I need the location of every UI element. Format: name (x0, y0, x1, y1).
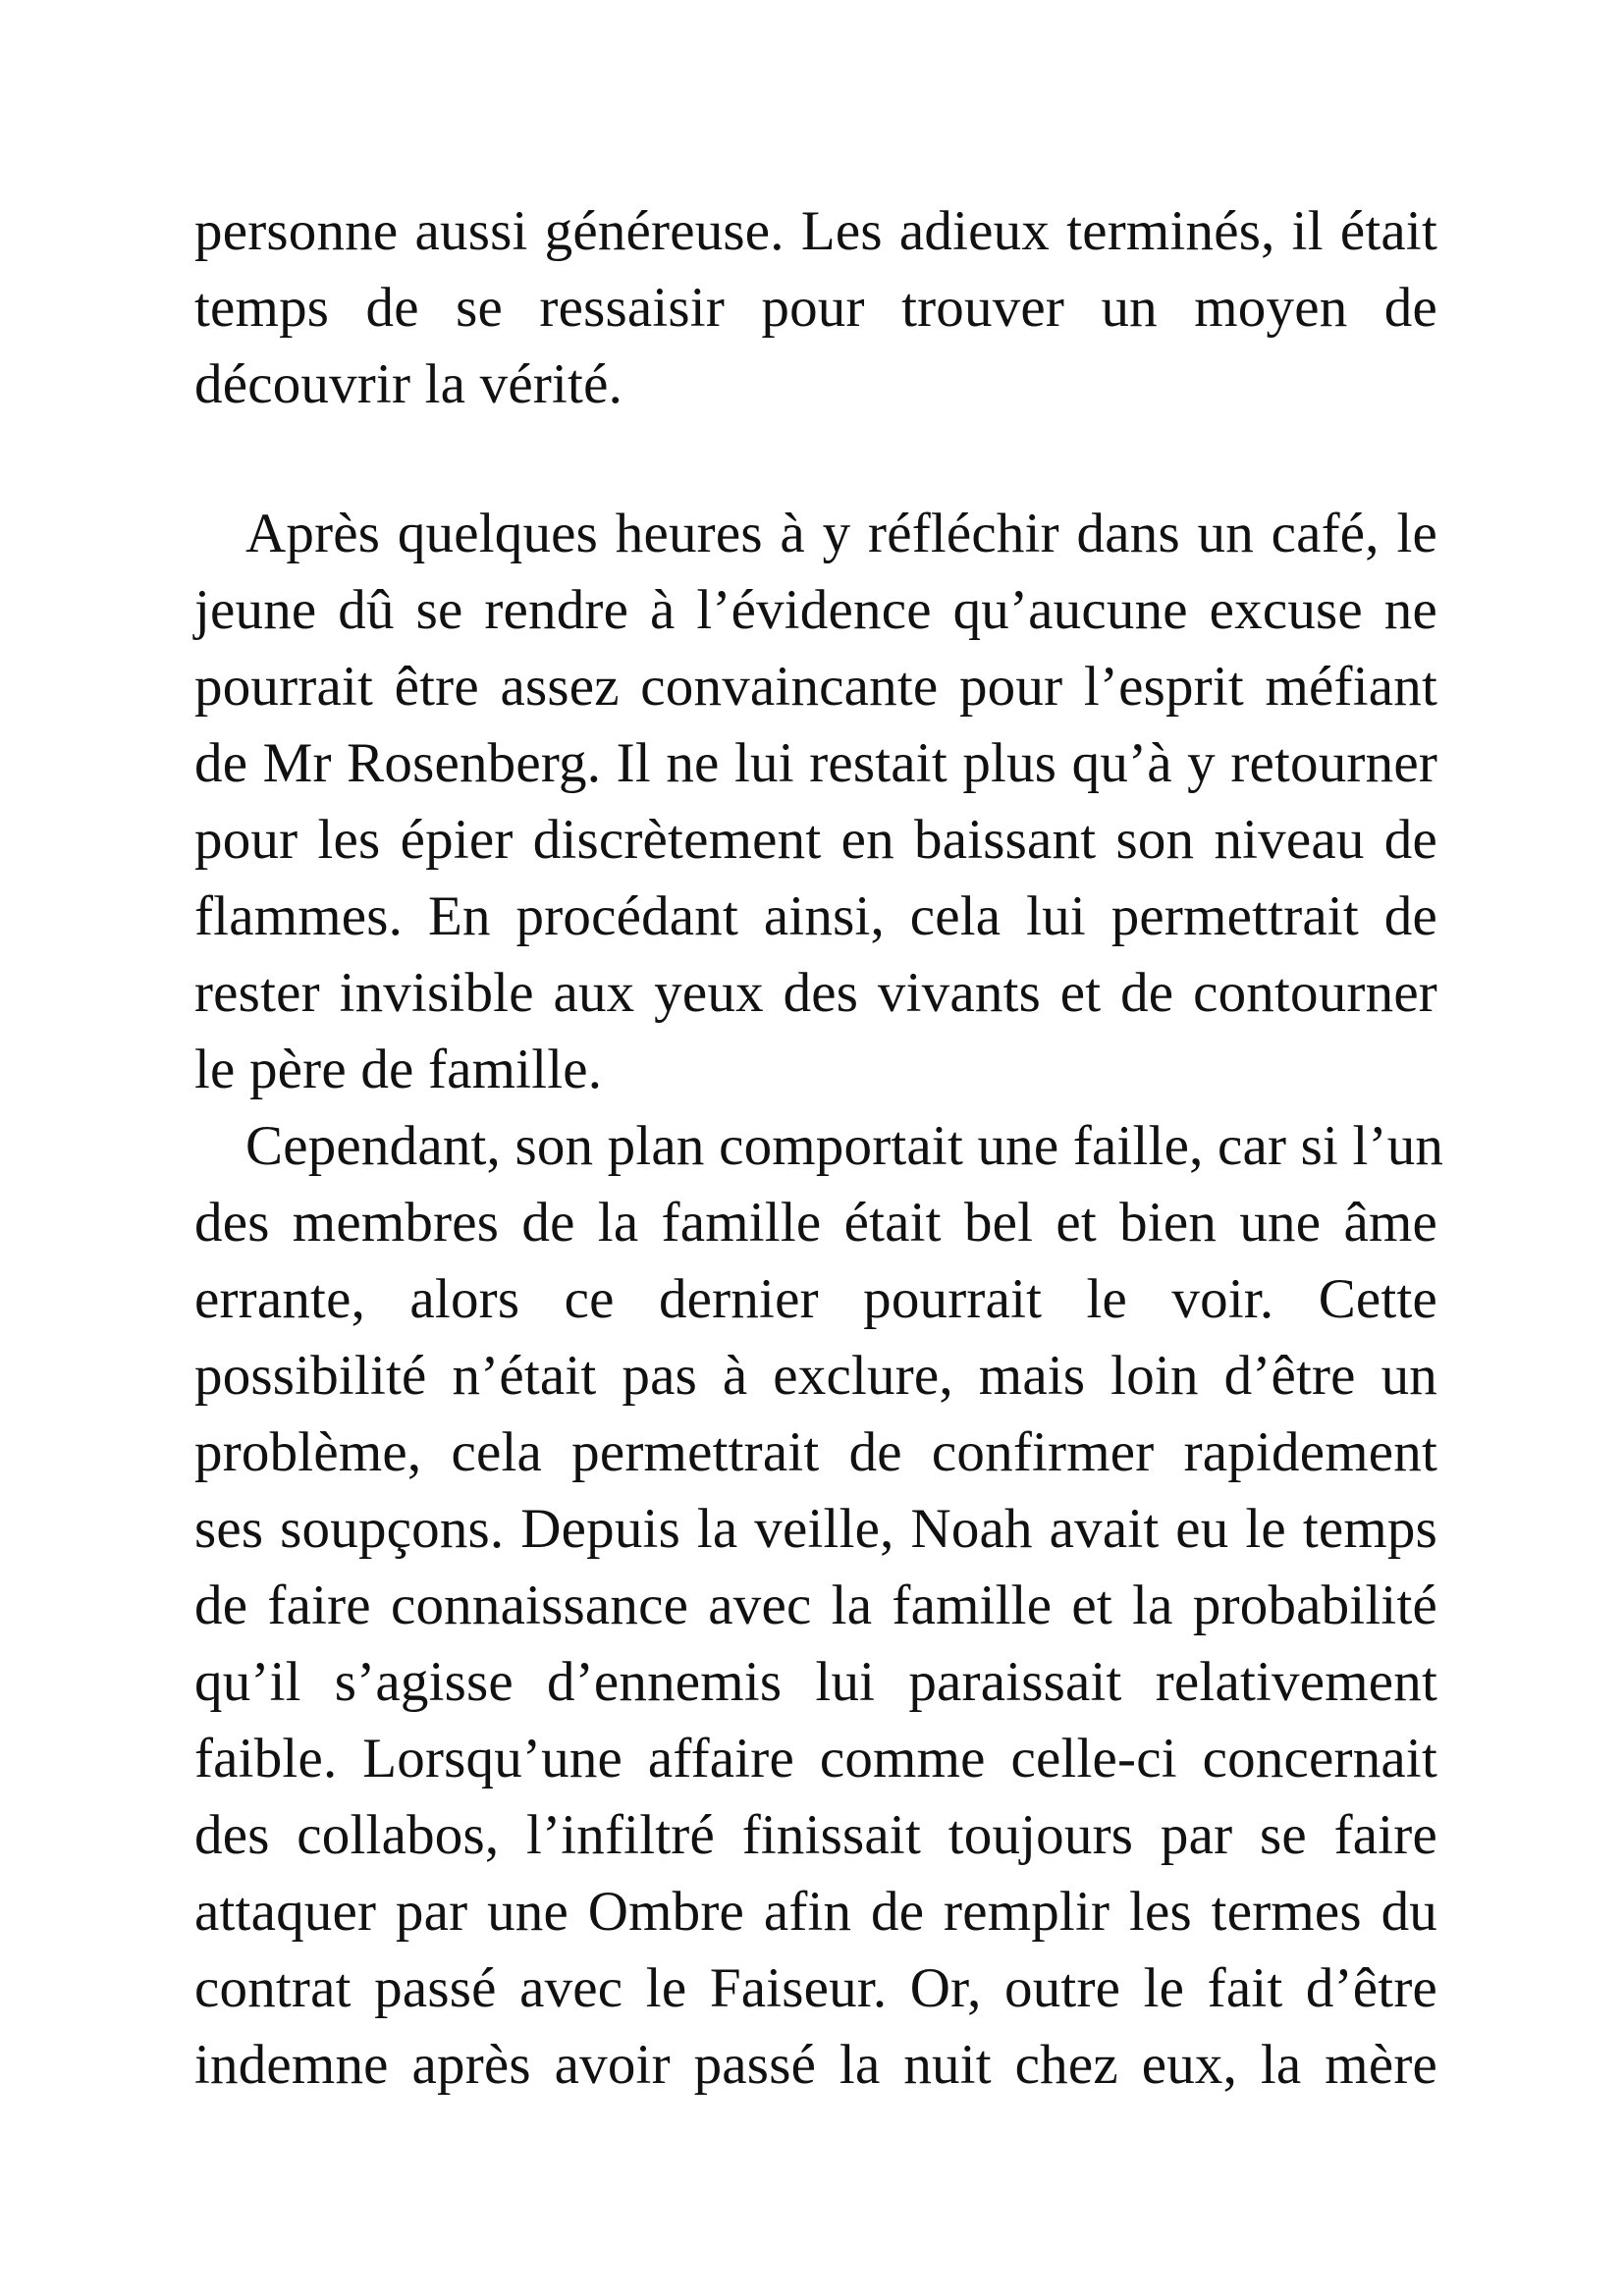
paragraph-3-line-8: qu’il s’agisse d’ennemis lui paraissait relativement (194, 1651, 1437, 1713)
paragraph-3-line-9: faible. Lorsqu’une affaire comme celle-ci concernait (194, 1728, 1437, 1789)
paragraph-3-line-3: errante, alors ce dernier pourrait le voir. Cette (194, 1268, 1437, 1330)
paragraph-1-line-3: découvrir la vérité. (194, 353, 623, 415)
paragraph-3-line-1: Cependant, son plan comportait une faille, car si l’un (245, 1115, 1444, 1177)
paragraph-3-line-11: attaquer par une Ombre afin de remplir les termes du (194, 1881, 1437, 1943)
paragraph-3-line-4: possibilité n’était pas à exclure, mais loin d’être un (194, 1345, 1437, 1407)
paragraph-3-line-13: indemne après avoir passé la nuit chez eux, la mère (194, 2034, 1437, 2096)
paragraph-3-line-6: ses soupçons. Depuis la veille, Noah avait eu le temps (194, 1498, 1437, 1560)
paragraph-1-line-2: temps de se ressaisir pour trouver un moyen de (194, 277, 1437, 339)
paragraph-2-line-8: le père de famille. (194, 1039, 603, 1100)
paragraph-2-line-4: de Mr Rosenberg. Il ne lui restait plus qu’à y retourner (194, 732, 1437, 794)
paragraph-3-line-12: contrat passé avec le Faiseur. Or, outre le fait d’être (194, 1957, 1437, 2019)
paragraph-3-line-5: problème, cela permettrait de confirmer rapidement (194, 1421, 1437, 1483)
paragraph-2-line-3: pourrait être assez convaincante pour l’esprit méfiant (194, 656, 1437, 718)
paragraph-3-line-7: de faire connaissance avec la famille et la probabilité (194, 1575, 1437, 1636)
paragraph-2-line-7: rester invisible aux yeux des vivants et de contourner (194, 962, 1437, 1024)
paragraph-2-line-2: jeune dû se rendre à l’évidence qu’aucune excuse ne (194, 579, 1437, 641)
paragraph-2-line-5: pour les épier discrètement en baissant son niveau de (194, 809, 1437, 871)
paragraph-2-line-6: flammes. En procédant ainsi, cela lui permettrait de (194, 885, 1437, 947)
paragraph-3-line-2: des membres de la famille était bel et bien une âme (194, 1192, 1437, 1254)
paragraph-1-line-1: personne aussi généreuse. Les adieux terminés, il était (194, 200, 1437, 262)
paragraph-2-line-1: Après quelques heures à y réfléchir dans un café, le (245, 503, 1437, 564)
paragraph-3-line-10: des collabos, l’infiltré finissait toujours par se faire (194, 1804, 1437, 1866)
